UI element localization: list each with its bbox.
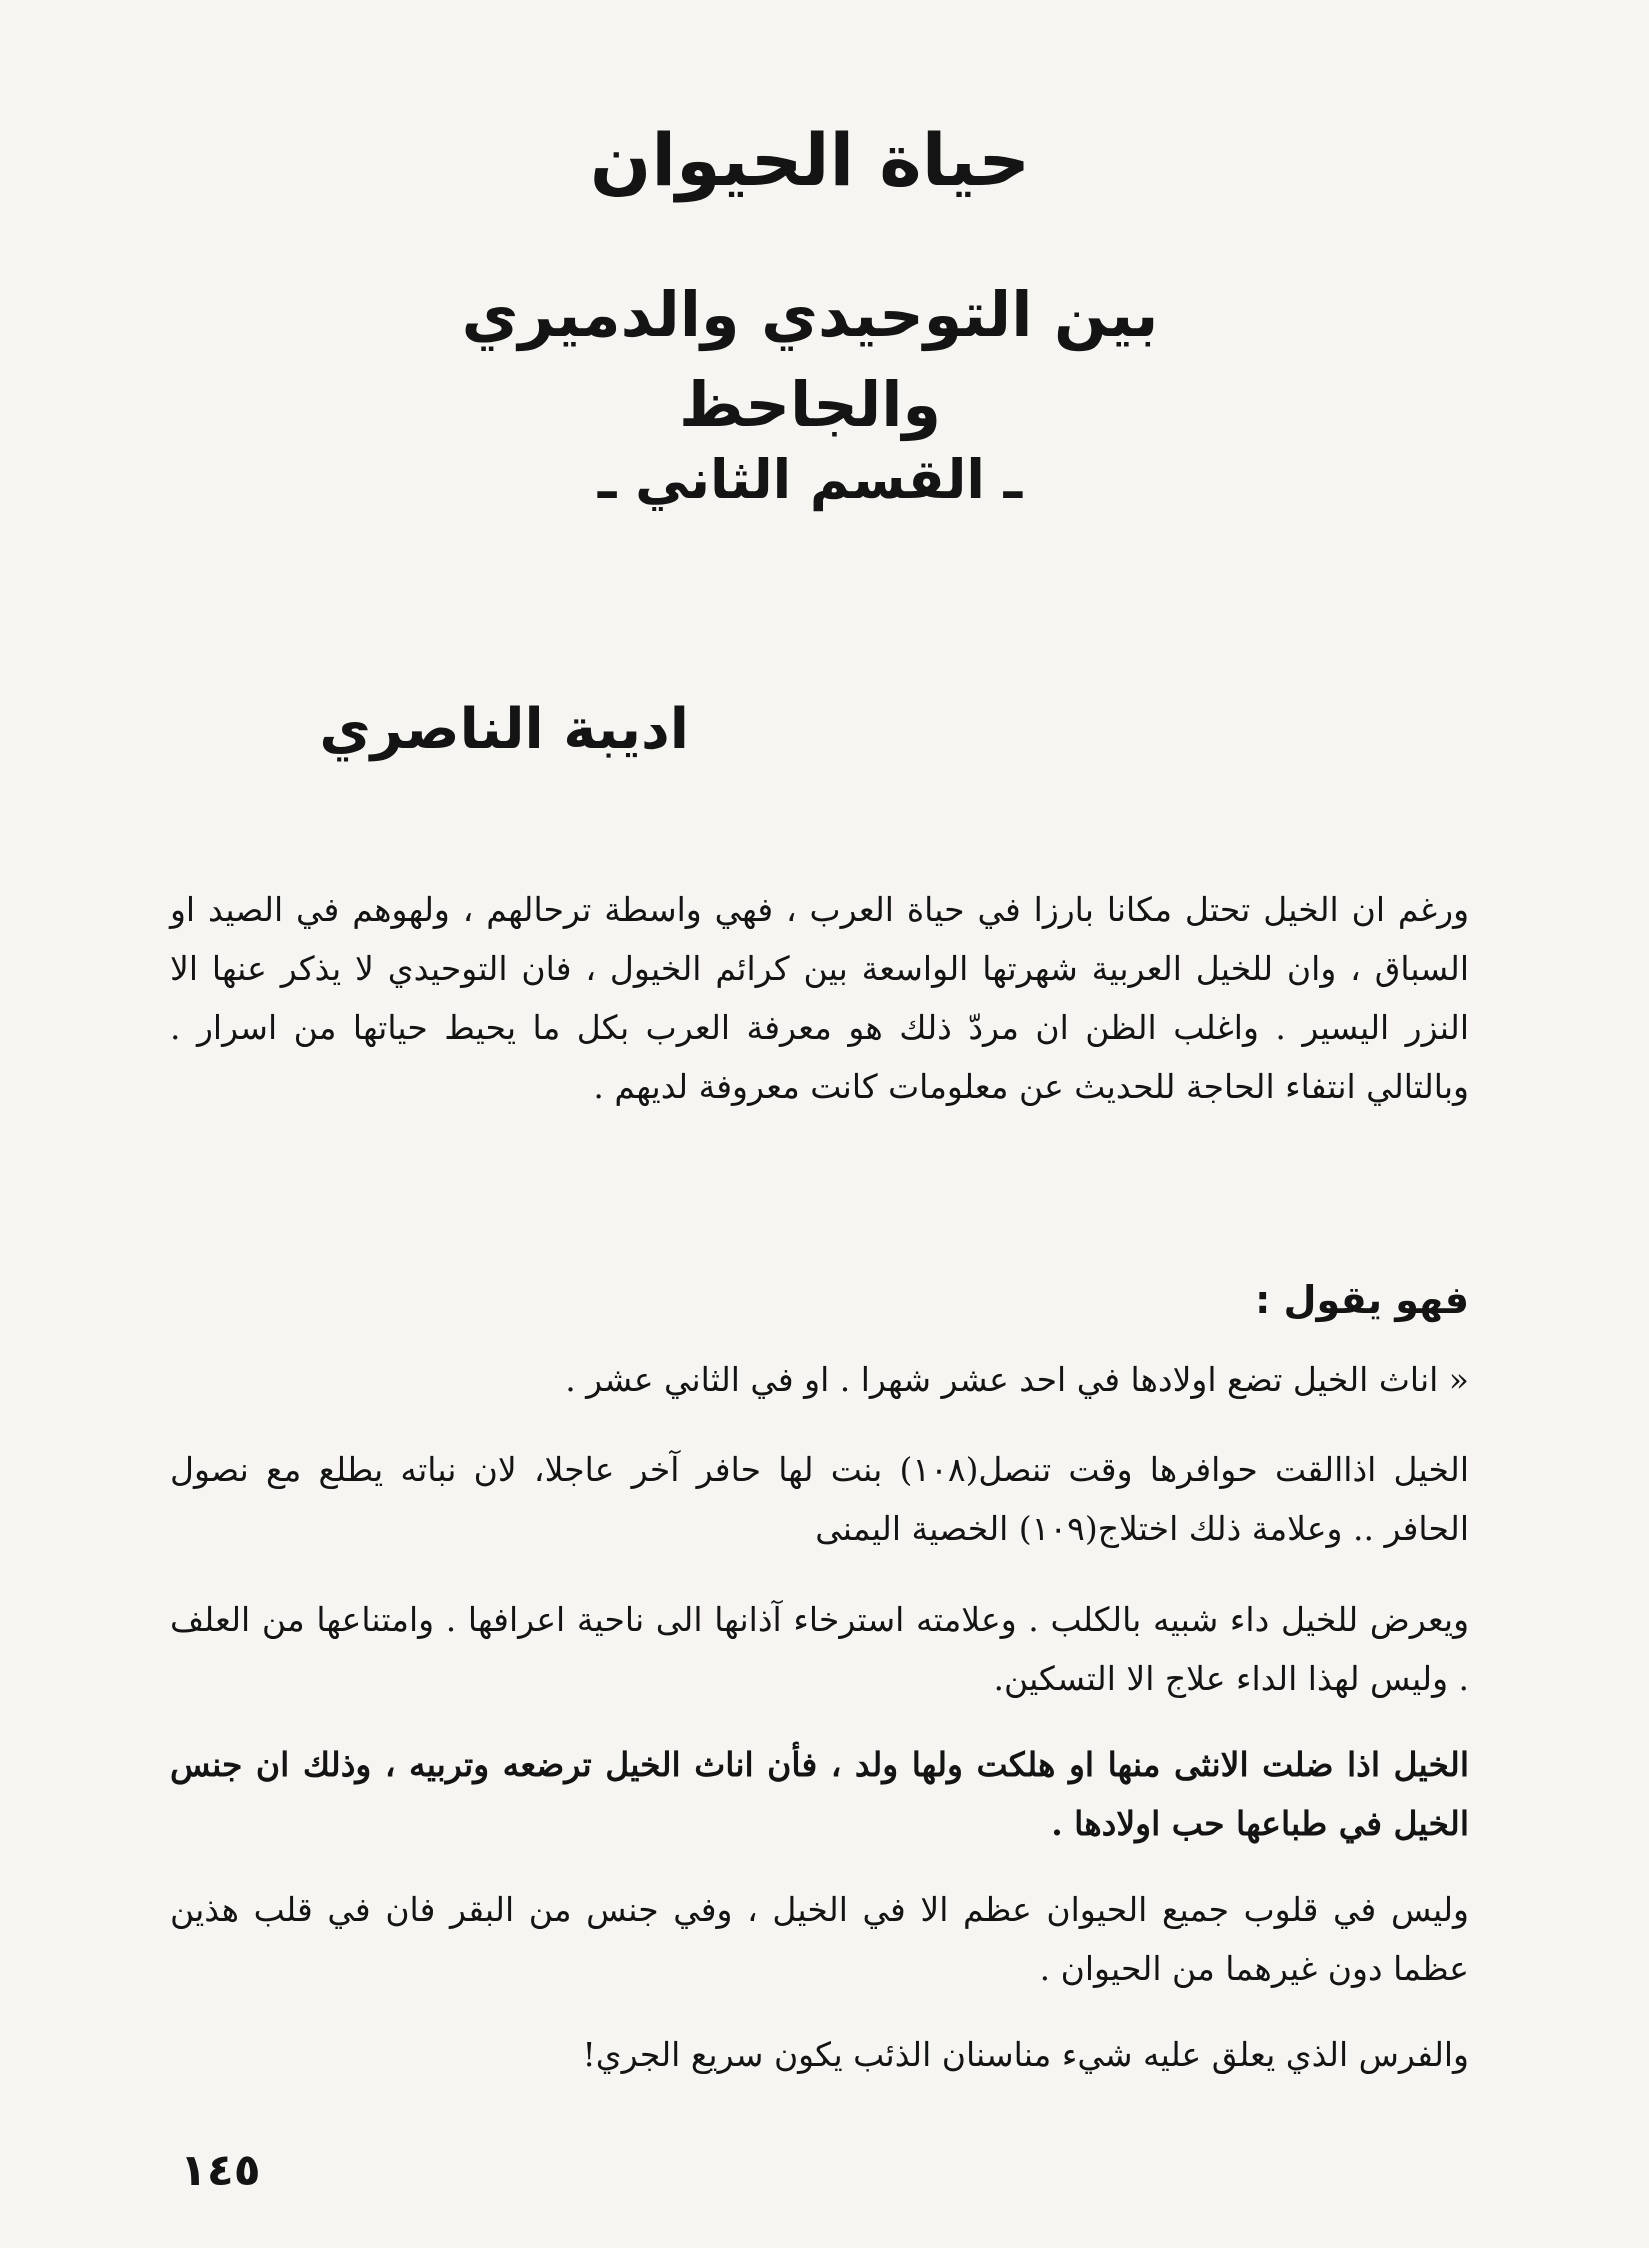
- article-title: حياة الحيوان: [589, 118, 1031, 202]
- quote-paragraph: الخيل اذاالقت حوافرها وقت تنصل(١٠٨) بنت لها حافر آخر عاجلا، لان نباته يطلع مع نصول الحافر .. وعلامة ذلك اختلاج(١٠٩) الخصية اليمنى: [170, 1450, 1469, 1548]
- quote-paragraph: ويعرض للخيل داء شبيه بالكلب . وعلامته استرخاء آذانها الى ناحية اعرافها . وامتناعها من العلف . وليس لهذا الداء علاج الا التسكين.: [170, 1600, 1469, 1698]
- article-part: ـ القسم الثاني ـ: [597, 448, 1023, 511]
- intro-paragraph: ورغم ان الخيل تحتل مكانا بارزا في حياة العرب ، فهي واسطة ترحالهم ، ولهوهم في الصيد او السباق ، وان للخيل العربية شهرتها الواسعة بين كرائم الخيول ، فان التوحيدي لا يذكر عنها الا النزر اليسير . واغلب الظن ان مردّ ذلك هو معرفة العرب بكل ما يحيط حياتها من اسرار . وبالتالي انتفاء الحاجة للحديث عن معلومات كانت معروفة لديهم .: [170, 890, 1469, 1106]
- quote-paragraph: وليس في قلوب جميع الحيوان عظم الا في الخيل ، وفي جنس من البقر فان في قلب هذين عظما دون غيرهما من الحيوان .: [170, 1890, 1469, 1988]
- quote-paragraph: والفرس الذي يعلق عليه شيء مناسنان الذئب يكون سريع الجري!: [582, 2035, 1469, 2074]
- quote-paragraph: « اناث الخيل تضع اولادها في احد عشر شهرا . او في الثاني عشر .: [565, 1360, 1469, 1399]
- author-name: اديبة الناصري: [319, 697, 689, 762]
- quote-heading: فهو يقول :: [1255, 1278, 1469, 1322]
- article-subtitle: بين التوحيدي والدميري والجاحظ: [461, 278, 1159, 441]
- page-number: ١٤٥: [180, 2145, 261, 2196]
- quote-paragraph: الخيل اذا ضلت الانثى منها او هلكت ولها ولد ، فأن اناث الخيل ترضعه وتربيه ، وذلك ان جنس الخيل في طباعها حب اولادها .: [170, 1745, 1469, 1843]
